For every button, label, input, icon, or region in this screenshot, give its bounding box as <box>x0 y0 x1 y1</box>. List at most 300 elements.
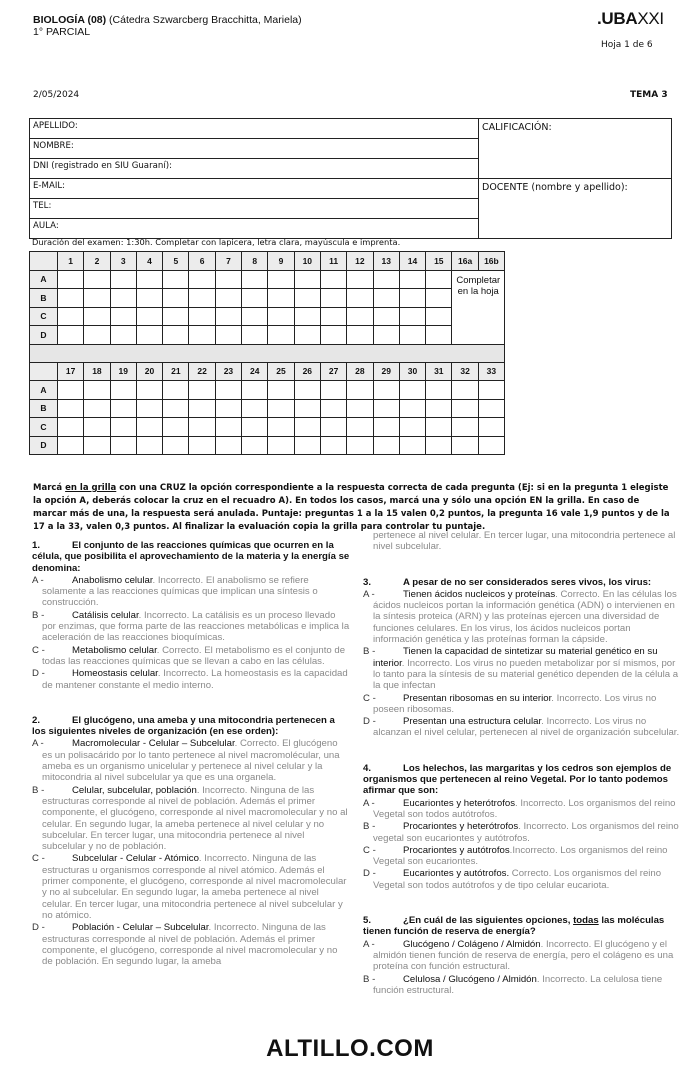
grid-answer-cell[interactable] <box>242 418 268 437</box>
option-explanation: . Incorrecto. El glucógeno y el almidón tienen función de reserva de energía, pero el colágeno es una proteína con función estructural. <box>373 938 674 973</box>
option-answer: Tienen la capacidad de sintetizar su material genético en su interior <box>373 646 658 669</box>
grid-row-label: A <box>30 381 58 400</box>
grid-answer-cell[interactable] <box>347 399 373 418</box>
option-answer: Glucógeno / Colágeno / Almidón <box>403 938 541 950</box>
grid-corner <box>30 252 58 271</box>
field-dni[interactable]: DNI (registrado en SIU Guaraní): <box>30 159 479 179</box>
grid-answer-cell[interactable] <box>399 326 425 345</box>
question-number: 3. <box>363 576 372 588</box>
grid-answer-cell[interactable] <box>163 326 189 345</box>
option-a <box>32 575 350 609</box>
option-letter: A - <box>363 797 375 809</box>
grid-answer-cell[interactable] <box>84 381 110 400</box>
option-answer: Metabolismo celular <box>72 644 157 656</box>
question-3 <box>363 577 681 739</box>
field-calificacion[interactable]: CALIFICACIÓN: <box>479 119 672 179</box>
grid-answer-cell[interactable] <box>426 381 452 400</box>
grid-answer-cell[interactable] <box>399 307 425 326</box>
grid-column-header: 20 <box>136 362 162 381</box>
option-letter: B - <box>32 609 45 621</box>
option-letter: B - <box>363 973 376 985</box>
grid-answer-cell[interactable] <box>242 399 268 418</box>
question-text: A pesar de no ser considerados seres vivos, los virus: <box>403 576 652 588</box>
grid-answer-cell[interactable] <box>426 307 452 326</box>
grid-answer-cell[interactable] <box>478 436 504 455</box>
grid-answer-cell[interactable] <box>294 436 320 455</box>
grid-answer-cell[interactable] <box>478 418 504 437</box>
grid-column-header: 13 <box>373 252 399 271</box>
grid-answer-cell[interactable] <box>373 418 399 437</box>
question-title <box>32 715 350 738</box>
grid-answer-cell[interactable] <box>426 289 452 308</box>
grid-answer-cell[interactable] <box>268 326 294 345</box>
grid-answer-cell[interactable] <box>426 418 452 437</box>
grid-answer-cell[interactable] <box>294 381 320 400</box>
grid-answer-cell[interactable] <box>58 436 84 455</box>
grid-column-header: 26 <box>294 362 320 381</box>
question-title <box>363 763 681 797</box>
option-explanation: . Correcto. El metabolismo es el conjunto de todas las reacciones químicas que se llevan a cabo en las células. <box>42 644 346 667</box>
option-b <box>363 646 681 691</box>
grid-answer-cell[interactable] <box>136 326 162 345</box>
option-explanation: . Incorrecto. La homeostasis es la capacidad de mantener constante el medio interno. <box>42 668 348 691</box>
option-explanation: . Incorrecto. Los organismos del reino vegetal son eucariontes y autótrofos. <box>373 821 679 844</box>
grid-answer-cell[interactable] <box>399 289 425 308</box>
grid-answer-cell[interactable] <box>215 289 241 308</box>
question-title <box>363 915 681 938</box>
grid-answer-cell[interactable] <box>215 399 241 418</box>
question-title <box>32 540 350 574</box>
question-4 <box>363 763 681 891</box>
grid-answer-cell[interactable] <box>136 399 162 418</box>
option-a <box>363 589 681 645</box>
questions-column-left <box>32 540 350 967</box>
grid-answer-cell[interactable] <box>347 307 373 326</box>
grid-column-header: 30 <box>399 362 425 381</box>
grid-answer-cell[interactable] <box>399 381 425 400</box>
document-header <box>33 14 302 38</box>
grid-answer-cell[interactable] <box>268 381 294 400</box>
grid-answer-cell[interactable] <box>320 289 346 308</box>
question-text: El conjunto de las reacciones químicas que ocurren en la célula, que posibilita el aprovechamiento de la materia y la energía se denomina: <box>32 540 350 574</box>
grid-column-header: 3 <box>110 252 136 271</box>
option-letter: A - <box>363 938 375 950</box>
grid-answer-cell[interactable] <box>373 326 399 345</box>
option-letter: B - <box>363 646 376 658</box>
grid-column-header: 31 <box>426 362 452 381</box>
grid-column-header: 11 <box>320 252 346 271</box>
grid-answer-cell[interactable] <box>320 326 346 345</box>
option-answer: Subcelular - Celular - Atómico <box>72 853 199 865</box>
grid-answer-cell[interactable] <box>189 418 215 437</box>
grid-answer-cell[interactable] <box>110 270 136 289</box>
grid-answer-cell[interactable] <box>373 307 399 326</box>
grid-answer-cell[interactable] <box>347 270 373 289</box>
grid-answer-cell[interactable] <box>268 307 294 326</box>
grid-column-header: 2 <box>84 252 110 271</box>
grid-column-header: 32 <box>452 362 478 381</box>
grid-column-header: 22 <box>189 362 215 381</box>
grid-answer-cell[interactable] <box>347 381 373 400</box>
grid-answer-cell[interactable] <box>478 399 504 418</box>
option-letter: D - <box>363 868 376 880</box>
option-b <box>32 610 350 644</box>
subject-name: BIOLOGÍA (08) <box>33 14 107 26</box>
option-letter: A - <box>32 574 44 586</box>
option-letter: B - <box>32 784 45 796</box>
option-answer: Macromolecular - Celular – Subcelular <box>72 738 235 750</box>
grid-row <box>30 307 505 326</box>
option-answer: Catálisis celular <box>72 609 139 621</box>
field-aula[interactable]: AULA: <box>30 219 479 239</box>
grid-column-header: 19 <box>110 362 136 381</box>
grid-row-label: C <box>30 307 58 326</box>
grid-answer-cell[interactable] <box>268 418 294 437</box>
option-letter: C - <box>32 644 45 656</box>
altillo-watermark: ALTILLO.COM <box>266 1035 434 1062</box>
option-answer: Eucariontes y heterótrofos <box>403 797 515 809</box>
grid-answer-cell[interactable] <box>242 289 268 308</box>
grid-row-label: A <box>30 270 58 289</box>
grid-column-header: 16b <box>478 252 504 271</box>
grid-answer-cell[interactable] <box>268 436 294 455</box>
grid-answer-cell[interactable] <box>320 436 346 455</box>
grid-answer-cell[interactable] <box>452 436 478 455</box>
option-answer: Celular, subcelular, población <box>72 784 197 796</box>
question-number: 1. <box>32 540 41 551</box>
grid-column-header: 29 <box>373 362 399 381</box>
grid-answer-cell[interactable] <box>110 418 136 437</box>
grid-answer-cell[interactable] <box>136 270 162 289</box>
grid-answer-cell[interactable] <box>84 270 110 289</box>
grid-answer-cell[interactable] <box>373 436 399 455</box>
grid-answer-cell[interactable] <box>268 270 294 289</box>
exam-tema: TEMA 3 <box>630 90 668 100</box>
grid-separator <box>30 344 505 362</box>
grid-answer-cell[interactable] <box>268 399 294 418</box>
grid-answer-cell[interactable] <box>373 270 399 289</box>
grid-answer-cell[interactable] <box>58 326 84 345</box>
question-1 <box>32 540 350 691</box>
option-answer: Tienen ácidos nucleicos y proteínas <box>403 588 556 600</box>
grid-answer-cell[interactable] <box>58 399 84 418</box>
option-letter: C - <box>32 853 45 865</box>
field-docente[interactable]: DOCENTE (nombre y apellido): <box>479 179 672 239</box>
field-tel[interactable]: TEL: <box>30 199 479 219</box>
question-text: Los helechos, las margaritas y los cedros son ejemplos de organismos que pertenecen al reino Vegetal. Por lo tanto podemos afirmar que son: <box>363 762 672 797</box>
instructions-text-2: con una CRUZ la opción correspondiente a la respuesta correcta de cada pregunta (Ej: si en la pregunta 1 elegiste la opción A, deberás colocar la cruz en el recuadro A). En todos los casos, marcá una y sólo una opción EN la grilla. En caso de marcar más de una, la respuesta será anulada. Puntaje: preguntas 1 a la 15 valen 0,2 puntos, la pregunta 16 vale 1,9 puntos y de la 17 a la 33, valen 0,3 puntos. Al finalizar la evaluación copia la grilla para controlar tu puntaje. <box>33 483 670 532</box>
grid-answer-cell[interactable] <box>84 436 110 455</box>
grid-answer-cell[interactable] <box>347 326 373 345</box>
option-d <box>32 668 350 691</box>
grid-answer-cell[interactable] <box>294 418 320 437</box>
option-letter: D - <box>32 922 45 934</box>
grid-answer-cell[interactable] <box>399 436 425 455</box>
grid-answer-cell[interactable] <box>268 289 294 308</box>
grid-answer-cell[interactable] <box>84 418 110 437</box>
option-b <box>363 974 681 997</box>
grid-answer-cell[interactable] <box>189 326 215 345</box>
grid-row-label: B <box>30 399 58 418</box>
grid-answer-cell[interactable] <box>84 399 110 418</box>
grid-answer-cell[interactable] <box>215 326 241 345</box>
grid-answer-cell[interactable] <box>294 289 320 308</box>
grid-answer-cell[interactable] <box>189 307 215 326</box>
question-number: 2. <box>32 714 41 726</box>
student-info-form <box>29 118 672 239</box>
grid-answer-cell[interactable] <box>426 270 452 289</box>
grid-answer-cell[interactable] <box>136 307 162 326</box>
grid-answer-cell[interactable] <box>426 326 452 345</box>
grid-answer-cell[interactable] <box>163 418 189 437</box>
grid-answer-cell[interactable] <box>215 381 241 400</box>
grid-row <box>30 326 505 345</box>
instructions <box>33 482 673 534</box>
question-number: 5. <box>363 915 372 927</box>
answer-grid <box>29 251 505 455</box>
grid-column-header: 9 <box>268 252 294 271</box>
option-letter: C - <box>363 844 376 856</box>
grid-answer-cell[interactable] <box>84 289 110 308</box>
grid-answer-cell[interactable] <box>373 399 399 418</box>
option-letter: A - <box>32 738 44 750</box>
grid-column-header: 33 <box>478 362 504 381</box>
grid-answer-cell[interactable] <box>163 399 189 418</box>
grid-answer-cell[interactable] <box>320 270 346 289</box>
grid-answer-cell[interactable] <box>478 381 504 400</box>
grid-column-header: 27 <box>320 362 346 381</box>
grid-column-header: 4 <box>136 252 162 271</box>
option-explanation: . Incorrecto. Los virus no poseen ribosomas. <box>373 692 657 715</box>
grid-answer-cell[interactable] <box>84 326 110 345</box>
grid-column-header: 25 <box>268 362 294 381</box>
grid-answer-cell[interactable] <box>58 289 84 308</box>
option-d <box>363 868 681 891</box>
field-apellido[interactable]: APELLIDO: <box>30 119 479 139</box>
instructions-underlined: en la grilla <box>65 483 117 493</box>
grid-answer-cell[interactable] <box>163 270 189 289</box>
grid-answer-cell[interactable] <box>242 307 268 326</box>
option-answer: Eucariontes y autótrofos. <box>403 868 510 880</box>
question-2-continuation: pertenece al nivel celular. En tercer lugar, una mitocondria pertenece al nivel subcelular. <box>373 530 676 553</box>
grid-column-header: 8 <box>242 252 268 271</box>
grid-answer-cell[interactable] <box>136 436 162 455</box>
grid-answer-cell[interactable] <box>215 436 241 455</box>
option-letter: C - <box>363 692 376 704</box>
option-a <box>363 939 681 973</box>
grid-column-header: 6 <box>189 252 215 271</box>
grid-answer-cell[interactable] <box>215 307 241 326</box>
field-email[interactable]: E-MAIL: <box>30 179 479 199</box>
grid-answer-cell[interactable] <box>163 289 189 308</box>
grid-answer-cell[interactable] <box>110 436 136 455</box>
grid-note-complete-on-sheet: Completar en la hoja <box>452 270 505 344</box>
option-c <box>363 845 681 868</box>
grid-answer-cell[interactable] <box>163 436 189 455</box>
grid-answer-cell[interactable] <box>242 381 268 400</box>
instructions-text-1: Marcá <box>33 483 66 493</box>
question-title <box>363 577 681 588</box>
grid-answer-cell[interactable] <box>215 418 241 437</box>
option-explanation: . Correcto. En las células los ácidos nucleicos portan la información genética (ADN) o intervienen en la síntesis proteica (ARN) y las proteínas ejercen una diversidad de funciones celulares. En los virus, los ácidos nucleicos portan información genética y las proteínas forman la cápside. <box>373 588 677 646</box>
option-answer: Presentan ribosomas en su interior <box>403 692 552 704</box>
question-5 <box>363 915 681 996</box>
grid-answer-cell[interactable] <box>163 381 189 400</box>
option-answer: Anabolismo celular <box>72 574 153 586</box>
grid-answer-cell[interactable] <box>452 399 478 418</box>
grid-column-header: 14 <box>399 252 425 271</box>
grid-answer-cell[interactable] <box>215 270 241 289</box>
option-explanation: Correcto. Los organismos del reino Vegetal son todos autótrofos y de tipo celular eucariota. <box>373 868 662 891</box>
option-c <box>32 645 350 668</box>
grid-answer-cell[interactable] <box>347 289 373 308</box>
grid-column-header: 15 <box>426 252 452 271</box>
grid-answer-cell[interactable] <box>58 270 84 289</box>
grid-column-header: 21 <box>163 362 189 381</box>
option-explanation: . Incorrecto. Los virus no alcanzan el nivel celular, pertenecen al nivel de organización subcelular. <box>373 716 680 739</box>
option-answer: Procariontes y heterótrofos <box>403 821 519 833</box>
question-text: El glucógeno, una ameba y una mitocondria pertenecen a los siguientes niveles de organización (en ese orden): <box>32 714 335 738</box>
logo-light: XXI <box>637 9 664 28</box>
grid-header-row <box>30 252 505 271</box>
option-explanation: . Incorrecto. El anabolismo se refiere solamente a las reacciones químicas que implican una síntesis o construcción. <box>42 574 318 609</box>
grid-header-row <box>30 362 505 381</box>
grid-answer-cell[interactable] <box>452 381 478 400</box>
grid-column-header: 10 <box>294 252 320 271</box>
grid-row-label: C <box>30 418 58 437</box>
option-letter: A - <box>363 588 375 600</box>
field-nombre[interactable]: NOMBRE: <box>30 139 479 159</box>
grid-row <box>30 436 505 455</box>
grid-answer-cell[interactable] <box>110 289 136 308</box>
option-letter: D - <box>32 668 45 680</box>
grid-answer-cell[interactable] <box>84 307 110 326</box>
grid-column-header: 23 <box>215 362 241 381</box>
option-explanation: . Incorrecto. Ninguna de las estructuras corresponde al nivel de población. Además el primer componente, el glucógeno, corresponde al nivel macromolecular y no al celular. En segundo lugar, la ameba pertenece al nivel celular y no subcelular. En tercer lugar, una mitocondria pertenece al nivel subcelular y no de población. <box>42 784 348 853</box>
option-answer: Población - Celular – Subcelular <box>72 922 209 934</box>
grid-answer-cell[interactable] <box>347 418 373 437</box>
grid-column-header: 5 <box>163 252 189 271</box>
option-c <box>32 853 350 921</box>
option-letter: D - <box>363 716 376 728</box>
grid-answer-cell[interactable] <box>136 381 162 400</box>
grid-answer-cell[interactable] <box>58 418 84 437</box>
grid-column-header: 12 <box>347 252 373 271</box>
option-a <box>363 798 681 821</box>
grid-column-header: 18 <box>84 362 110 381</box>
question-text-underlined: todas <box>573 915 599 927</box>
grid-answer-cell[interactable] <box>373 381 399 400</box>
option-a <box>32 738 350 783</box>
grid-answer-cell[interactable] <box>426 399 452 418</box>
grid-answer-cell[interactable] <box>110 399 136 418</box>
grid-row <box>30 289 505 308</box>
grid-answer-cell[interactable] <box>242 326 268 345</box>
grid-answer-cell[interactable] <box>320 307 346 326</box>
grid-answer-cell[interactable] <box>347 436 373 455</box>
subject-chair: (Cátedra Szwarcberg Bracchitta, Mariela) <box>106 14 302 26</box>
grid-answer-cell[interactable] <box>294 270 320 289</box>
grid-answer-cell[interactable] <box>58 381 84 400</box>
option-answer: Presentan una estructura celular <box>403 716 542 728</box>
grid-column-header: 16a <box>452 252 478 271</box>
grid-row <box>30 418 505 437</box>
grid-answer-cell[interactable] <box>58 307 84 326</box>
grid-answer-cell[interactable] <box>110 381 136 400</box>
question-text: las moléculas tienen función de reserva de energía? <box>363 915 665 938</box>
option-explanation: . Incorrecto. Ninguna de las estructuras corresponde al nivel de población. Además el primer componente, el glucógeno, corresponde al nivel macromolecular y no de población. En segundo lugar, la ameba <box>42 922 338 968</box>
option-explanation: . Incorrecto. La catálisis es un proceso llevado por enzimas, que forma parte de las reacciones metabólicas e implica la aceleración de las reacciones bioquímicas. <box>42 609 350 644</box>
option-d <box>32 922 350 967</box>
grid-answer-cell[interactable] <box>110 326 136 345</box>
grid-answer-cell[interactable] <box>189 289 215 308</box>
grid-answer-cell[interactable] <box>373 289 399 308</box>
option-b <box>363 821 681 844</box>
option-explanation: . Incorrecto. Los organismos del reino Vegetal son todos autótrofos. <box>373 797 676 820</box>
grid-answer-cell[interactable] <box>320 381 346 400</box>
grid-row-label: B <box>30 289 58 308</box>
grid-answer-cell[interactable] <box>399 418 425 437</box>
option-answer: Celulosa / Glucógeno / Almidón <box>403 973 537 985</box>
exam-name: 1° PARCIAL <box>33 26 91 38</box>
exam-duration-note: Duración del examen: 1:30h. Completar con lapicera, letra clara, mayúscula e imprenta. <box>32 237 401 247</box>
grid-answer-cell[interactable] <box>242 436 268 455</box>
grid-column-header: 28 <box>347 362 373 381</box>
grid-row-label: D <box>30 326 58 345</box>
grid-column-header: 7 <box>215 252 241 271</box>
option-explanation: . Correcto. El glucógeno es un polisacárido por lo tanto pertenece al nivel macromolécular, una ameba es un organismo unicelular y pertenece al nivel celular y la mitocondria al nivel subcelular ya que es una organela. <box>42 738 340 784</box>
question-2 <box>32 715 350 968</box>
grid-answer-cell[interactable] <box>320 418 346 437</box>
grid-answer-cell[interactable] <box>189 399 215 418</box>
option-answer: Homeostasis celular <box>72 668 158 680</box>
grid-answer-cell[interactable] <box>189 381 215 400</box>
option-answer: Procariontes y autótrofos <box>403 844 510 856</box>
option-explanation: . Incorrecto. Los virus no pueden metabolizar por sí mismos, por lo tanto para la síntesis de su material genético dependen de la célula a la que infectan <box>373 657 679 692</box>
grid-row <box>30 270 505 289</box>
grid-row <box>30 381 505 400</box>
grid-answer-cell[interactable] <box>136 289 162 308</box>
grid-answer-cell[interactable] <box>294 399 320 418</box>
grid-answer-cell[interactable] <box>399 399 425 418</box>
option-explanation: . Incorrecto. La celulosa tiene función estructural. <box>373 973 663 996</box>
grid-answer-cell[interactable] <box>294 307 320 326</box>
grid-row-label: D <box>30 436 58 455</box>
exam-date: 2/05/2024 <box>33 90 80 100</box>
grid-answer-cell[interactable] <box>189 436 215 455</box>
option-d <box>363 716 681 739</box>
grid-answer-cell[interactable] <box>163 307 189 326</box>
option-explanation: . Incorrecto. Ninguna de las estructuras u organismos corresponde al nivel atómico. Además el primer componente, el glucógeno, corresponde al nivel macromolecular y no al subcelular. En segundo lugar, la ameba pertenece al nivel celular. En tercer lugar, una mitocondria pertenece al nivel subcelular y no atómico. <box>42 853 347 921</box>
grid-row <box>30 399 505 418</box>
grid-answer-cell[interactable] <box>320 399 346 418</box>
uba-xxi-logo <box>597 9 664 29</box>
grid-answer-cell[interactable] <box>110 307 136 326</box>
grid-answer-cell[interactable] <box>426 436 452 455</box>
grid-corner <box>30 362 58 381</box>
grid-answer-cell[interactable] <box>399 270 425 289</box>
grid-column-header: 1 <box>58 252 84 271</box>
option-b <box>32 785 350 853</box>
grid-answer-cell[interactable] <box>294 326 320 345</box>
grid-answer-cell[interactable] <box>452 418 478 437</box>
grid-column-header: 17 <box>58 362 84 381</box>
grid-answer-cell[interactable] <box>242 270 268 289</box>
grid-answer-cell[interactable] <box>189 270 215 289</box>
question-number: 4. <box>363 762 372 774</box>
option-c <box>363 693 681 716</box>
grid-answer-cell[interactable] <box>136 418 162 437</box>
